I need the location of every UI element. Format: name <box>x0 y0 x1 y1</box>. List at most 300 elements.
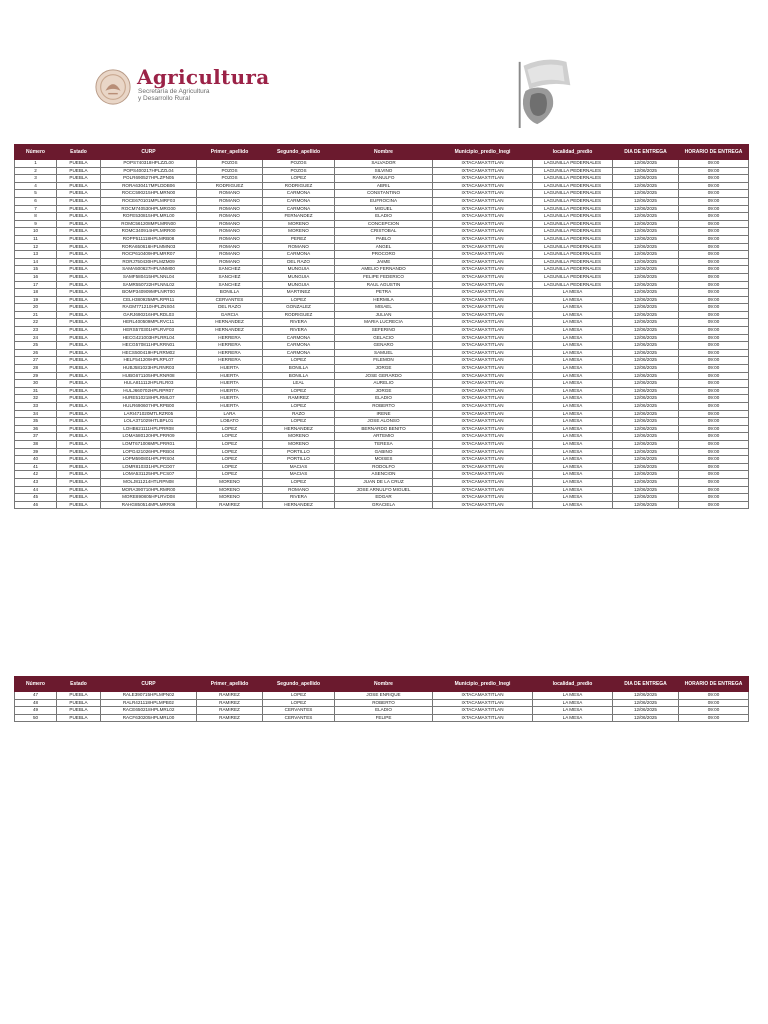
table-row <box>15 349 749 357</box>
cell-numero: 23 <box>15 327 57 335</box>
cell-segundo-apellido: LOPEZ <box>263 478 335 486</box>
cell-localidad: LA MESA <box>533 714 613 722</box>
cell-curp: RACE650218HPLMRL02 <box>101 707 197 715</box>
cell-municipio: IXTACAMAXTITLAN <box>433 410 533 418</box>
cell-horario-entrega: 09:00 <box>679 433 749 441</box>
cell-estado: PUEBLA <box>57 342 101 350</box>
cell-estado: PUEBLA <box>57 387 101 395</box>
cell-dia-entrega: 12/06/2025 <box>613 197 679 205</box>
cell-segundo-apellido: MUNGUIA <box>263 273 335 281</box>
cell-localidad: LA MESA <box>533 448 613 456</box>
cell-estado: PUEBLA <box>57 486 101 494</box>
cell-numero: 9 <box>15 220 57 228</box>
cell-curp: HERS570301HPLRVF03 <box>101 327 197 335</box>
cell-numero: 36 <box>15 425 57 433</box>
cell-curp: LOPG421026HPLPRB04 <box>101 448 197 456</box>
cell-segundo-apellido: LOPEZ <box>263 387 335 395</box>
cell-municipio: IXTACAMAXTITLAN <box>433 228 533 236</box>
cell-numero: 31 <box>15 387 57 395</box>
cell-municipio: IXTACAMAXTITLAN <box>433 281 533 289</box>
cell-curp: LARI471020MTLRZR05 <box>101 410 197 418</box>
cell-localidad: LA MESA <box>533 372 613 380</box>
table-row <box>15 365 749 373</box>
cell-municipio: IXTACAMAXTITLAN <box>433 372 533 380</box>
cell-primer-apellido: ROMANO <box>197 228 263 236</box>
cell-dia-entrega: 12/06/2025 <box>613 403 679 411</box>
cell-estado: PUEBLA <box>57 365 101 373</box>
cell-primer-apellido: LOBATO <box>197 418 263 426</box>
cell-nombre: AURELIO <box>335 380 433 388</box>
cell-horario-entrega: 09:00 <box>679 456 749 464</box>
cell-primer-apellido: ROMANO <box>197 220 263 228</box>
cell-segundo-apellido: RODRIGUEZ <box>263 311 335 319</box>
cell-primer-apellido: HUERTA <box>197 380 263 388</box>
cell-numero: 21 <box>15 311 57 319</box>
cell-horario-entrega: 09:00 <box>679 372 749 380</box>
cell-curp: POPS400217HPLZZL04 <box>101 167 197 175</box>
cell-dia-entrega: 12/06/2025 <box>613 418 679 426</box>
cell-nombre: PABLO <box>335 235 433 243</box>
cell-primer-apellido: SANCHEZ <box>197 281 263 289</box>
cell-localidad: LAGUNILLA PEDERNALES <box>533 175 613 183</box>
cell-numero: 42 <box>15 471 57 479</box>
cell-horario-entrega: 09:00 <box>679 471 749 479</box>
cell-municipio: IXTACAMAXTITLAN <box>433 486 533 494</box>
col-horario-entrega: HORARIO DE ENTREGA <box>679 145 749 160</box>
cell-nombre: ROBERTO <box>335 699 433 707</box>
cell-horario-entrega: 09:00 <box>679 387 749 395</box>
beneficiaries-table-page-2 <box>14 676 749 722</box>
cell-primer-apellido: HERRERA <box>197 342 263 350</box>
cell-municipio: IXTACAMAXTITLAN <box>433 213 533 221</box>
table-row <box>15 160 749 168</box>
cell-dia-entrega: 12/06/2025 <box>613 342 679 350</box>
cell-dia-entrega: 12/06/2025 <box>613 433 679 441</box>
cell-segundo-apellido: MUNGUIA <box>263 266 335 274</box>
cell-segundo-apellido: MORENO <box>263 220 335 228</box>
cell-curp: ROFE530815HPLMRL00 <box>101 213 197 221</box>
cell-localidad: LA MESA <box>533 319 613 327</box>
cell-nombre: EUFROCINA <box>335 197 433 205</box>
cell-estado: PUEBLA <box>57 190 101 198</box>
cell-nombre: SAMUEL <box>335 349 433 357</box>
cell-municipio: IXTACAMAXTITLAN <box>433 387 533 395</box>
cell-estado: PUEBLA <box>57 205 101 213</box>
cell-nombre: JAIME <box>335 258 433 266</box>
cell-segundo-apellido: HERNANDEZ <box>263 425 335 433</box>
cell-dia-entrega: 12/06/2025 <box>613 494 679 502</box>
cell-segundo-apellido: RIVERA <box>263 319 335 327</box>
cell-localidad: LA MESA <box>533 395 613 403</box>
cell-dia-entrega: 12/06/2025 <box>613 175 679 183</box>
cell-estado: PUEBLA <box>57 380 101 388</box>
cell-curp: RORA650616HPLMMN03 <box>101 243 197 251</box>
cell-curp: RAHG850514MPLMRR06 <box>101 501 197 509</box>
table-row <box>15 182 749 190</box>
document-header <box>0 0 768 140</box>
cell-primer-apellido: ROMANO <box>197 258 263 266</box>
cell-estado: PUEBLA <box>57 296 101 304</box>
cell-numero: 3 <box>15 175 57 183</box>
cell-horario-entrega: 09:00 <box>679 251 749 259</box>
cell-municipio: IXTACAMAXTITLAN <box>433 304 533 312</box>
cell-localidad: LA MESA <box>533 403 613 411</box>
cell-segundo-apellido: LOPEZ <box>263 418 335 426</box>
cell-localidad: LA MESA <box>533 410 613 418</box>
cell-horario-entrega: 09:00 <box>679 281 749 289</box>
cell-localidad: LA MESA <box>533 471 613 479</box>
cell-segundo-apellido: LOPEZ <box>263 699 335 707</box>
cell-primer-apellido: RAMIREZ <box>197 692 263 700</box>
table-row <box>15 707 749 715</box>
cell-estado: PUEBLA <box>57 220 101 228</box>
cell-numero: 10 <box>15 228 57 236</box>
cell-localidad: LAGUNILLA PEDERNALES <box>533 197 613 205</box>
cell-curp: LOHB621111HPLPRR08 <box>101 425 197 433</box>
cell-primer-apellido: LOPEZ <box>197 425 263 433</box>
cell-localidad: LA MESA <box>533 349 613 357</box>
cell-curp: RORJ750430HPLMZM09 <box>101 258 197 266</box>
cell-estado: PUEBLA <box>57 692 101 700</box>
cell-primer-apellido: CERVANTES <box>197 296 263 304</box>
beneficiaries-table-page-1 <box>14 144 749 509</box>
table-row <box>15 714 749 722</box>
cell-municipio: IXTACAMAXTITLAN <box>433 403 533 411</box>
cell-dia-entrega: 12/06/2025 <box>613 478 679 486</box>
cell-localidad: LA MESA <box>533 334 613 342</box>
cell-nombre: MOISES <box>335 456 433 464</box>
cell-horario-entrega: 09:00 <box>679 197 749 205</box>
col-numero: Número <box>15 677 57 692</box>
cell-dia-entrega: 12/06/2025 <box>613 692 679 700</box>
cell-nombre: RAUL AGUSTIN <box>335 281 433 289</box>
cell-horario-entrega: 09:00 <box>679 258 749 266</box>
cell-curp: HECG421003HPLRRL04 <box>101 334 197 342</box>
cell-numero: 34 <box>15 410 57 418</box>
table-row <box>15 342 749 350</box>
cell-nombre: TERESA <box>335 440 433 448</box>
cell-horario-entrega: 09:00 <box>679 714 749 722</box>
cell-horario-entrega: 09:00 <box>679 319 749 327</box>
cell-horario-entrega: 09:00 <box>679 220 749 228</box>
cell-estado: PUEBLA <box>57 403 101 411</box>
cell-horario-entrega: 09:00 <box>679 699 749 707</box>
table-row <box>15 273 749 281</box>
cell-dia-entrega: 12/06/2025 <box>613 190 679 198</box>
cell-estado: PUEBLA <box>57 440 101 448</box>
cell-horario-entrega: 09:00 <box>679 342 749 350</box>
table-row <box>15 486 749 494</box>
cell-curp: POPS740318HPLZZL00 <box>101 160 197 168</box>
table-row <box>15 167 749 175</box>
cell-horario-entrega: 09:00 <box>679 311 749 319</box>
cell-horario-entrega: 09:00 <box>679 182 749 190</box>
table-row <box>15 395 749 403</box>
cell-dia-entrega: 12/06/2025 <box>613 243 679 251</box>
cell-dia-entrega: 12/06/2025 <box>613 699 679 707</box>
cell-curp: LOLA371029HTLBPL01 <box>101 418 197 426</box>
table-row <box>15 190 749 198</box>
cell-segundo-apellido: POZOS <box>263 167 335 175</box>
cell-numero: 25 <box>15 342 57 350</box>
cell-numero: 39 <box>15 448 57 456</box>
cell-segundo-apellido: ROMANO <box>263 486 335 494</box>
cell-primer-apellido: ROMANO <box>197 235 263 243</box>
cell-curp: LOMA580120HPLPRR09 <box>101 433 197 441</box>
cell-municipio: IXTACAMAXTITLAN <box>433 167 533 175</box>
table-row <box>15 175 749 183</box>
cell-segundo-apellido: MACIAS <box>263 463 335 471</box>
cell-localidad: LA MESA <box>533 699 613 707</box>
cell-numero: 19 <box>15 296 57 304</box>
cell-estado: PUEBLA <box>57 213 101 221</box>
cell-municipio: IXTACAMAXTITLAN <box>433 220 533 228</box>
cell-dia-entrega: 12/06/2025 <box>613 395 679 403</box>
cell-nombre: ARTEMIO <box>335 433 433 441</box>
cell-numero: 47 <box>15 692 57 700</box>
cell-horario-entrega: 09:00 <box>679 266 749 274</box>
table-row <box>15 425 749 433</box>
table-row <box>15 387 749 395</box>
cell-municipio: IXTACAMAXTITLAN <box>433 190 533 198</box>
cell-municipio: IXTACAMAXTITLAN <box>433 699 533 707</box>
cell-dia-entrega: 12/06/2025 <box>613 380 679 388</box>
cell-horario-entrega: 09:00 <box>679 494 749 502</box>
cell-estado: PUEBLA <box>57 357 101 365</box>
cell-segundo-apellido: RAMIREZ <box>263 395 335 403</box>
table-row <box>15 243 749 251</box>
cell-localidad: LA MESA <box>533 692 613 700</box>
cell-primer-apellido: POZOS <box>197 175 263 183</box>
cell-curp: CELH380925MPLRPR11 <box>101 296 197 304</box>
cell-segundo-apellido: FERNANDEZ <box>263 213 335 221</box>
cell-numero: 27 <box>15 357 57 365</box>
cell-curp: SAMF580415HPLNNL04 <box>101 273 197 281</box>
cell-municipio: IXTACAMAXTITLAN <box>433 319 533 327</box>
cell-localidad: LAGUNILLA PEDERNALES <box>533 243 613 251</box>
cell-curp: ROMC561208MPLMRN00 <box>101 220 197 228</box>
cell-curp: HELF541209HPLRPL07 <box>101 357 197 365</box>
cell-municipio: IXTACAMAXTITLAN <box>433 175 533 183</box>
col-municipio: Municipio_predio_Inegi <box>433 145 533 160</box>
table-row <box>15 304 749 312</box>
cell-estado: PUEBLA <box>57 349 101 357</box>
cell-primer-apellido: MORENO <box>197 478 263 486</box>
cell-segundo-apellido: CERVANTES <box>263 707 335 715</box>
cell-estado: PUEBLA <box>57 714 101 722</box>
cell-numero: 41 <box>15 463 57 471</box>
cell-horario-entrega: 09:00 <box>679 327 749 335</box>
cell-dia-entrega: 12/06/2025 <box>613 471 679 479</box>
cell-dia-entrega: 12/06/2025 <box>613 205 679 213</box>
cell-nombre: ANGEL <box>335 243 433 251</box>
cell-segundo-apellido: MORENO <box>263 440 335 448</box>
cell-nombre: JOSE GERARDO <box>335 372 433 380</box>
cell-estado: PUEBLA <box>57 235 101 243</box>
cell-segundo-apellido: MACIAS <box>263 471 335 479</box>
cell-primer-apellido: BONILLA <box>197 289 263 297</box>
cell-segundo-apellido: MARTINEZ <box>263 289 335 297</box>
cell-numero: 4 <box>15 182 57 190</box>
col-estado: Estado <box>57 145 101 160</box>
cell-numero: 16 <box>15 273 57 281</box>
cell-nombre: JOSE ALONSO <box>335 418 433 426</box>
cell-horario-entrega: 09:00 <box>679 243 749 251</box>
cell-dia-entrega: 12/06/2025 <box>613 387 679 395</box>
table-row <box>15 478 749 486</box>
table-row <box>15 357 749 365</box>
table-row <box>15 281 749 289</box>
cell-primer-apellido: LARA <box>197 410 263 418</box>
cell-horario-entrega: 09:00 <box>679 440 749 448</box>
cell-primer-apellido: RAMIREZ <box>197 699 263 707</box>
cell-localidad: LAGUNILLA PEDERNALES <box>533 273 613 281</box>
cell-nombre: JUAN DE LA CRUZ <box>335 478 433 486</box>
cell-horario-entrega: 09:00 <box>679 289 749 297</box>
cell-curp: LOPM590801HPLPRS04 <box>101 456 197 464</box>
cell-estado: PUEBLA <box>57 319 101 327</box>
cell-numero: 12 <box>15 243 57 251</box>
cell-numero: 5 <box>15 190 57 198</box>
cell-estado: PUEBLA <box>57 433 101 441</box>
cell-municipio: IXTACAMAXTITLAN <box>433 334 533 342</box>
col-segundo-apellido: Segundo_apellido <box>263 145 335 160</box>
cell-estado: PUEBLA <box>57 395 101 403</box>
cell-estado: PUEBLA <box>57 251 101 259</box>
col-segundo-apellido: Segundo_apellido <box>263 677 335 692</box>
cell-nombre: ELADIO <box>335 213 433 221</box>
cell-horario-entrega: 09:00 <box>679 205 749 213</box>
cell-numero: 48 <box>15 699 57 707</box>
col-primer-apellido: Primer_apellido <box>197 145 263 160</box>
cell-municipio: IXTACAMAXTITLAN <box>433 182 533 190</box>
cell-localidad: LA MESA <box>533 494 613 502</box>
cell-curp: HURE510218HPLRML07 <box>101 395 197 403</box>
cell-municipio: IXTACAMAXTITLAN <box>433 342 533 350</box>
cell-curp: LOMA531125HPLPCS07 <box>101 471 197 479</box>
cell-horario-entrega: 09:00 <box>679 501 749 509</box>
cell-nombre: BERNARDO BENITO <box>335 425 433 433</box>
cell-dia-entrega: 12/06/2025 <box>613 707 679 715</box>
cell-localidad: LA MESA <box>533 440 613 448</box>
cell-municipio: IXTACAMAXTITLAN <box>433 471 533 479</box>
cell-numero: 44 <box>15 486 57 494</box>
cell-primer-apellido: LOPEZ <box>197 456 263 464</box>
cell-numero: 7 <box>15 205 57 213</box>
cell-nombre: GELACIO <box>335 334 433 342</box>
table-row <box>15 251 749 259</box>
cell-municipio: IXTACAMAXTITLAN <box>433 478 533 486</box>
cell-curp: RORA630417MPLDDB06 <box>101 182 197 190</box>
cell-primer-apellido: HERNANDEZ <box>197 319 263 327</box>
cell-horario-entrega: 09:00 <box>679 304 749 312</box>
cell-segundo-apellido: RIVERA <box>263 327 335 335</box>
cell-horario-entrega: 09:00 <box>679 175 749 183</box>
cell-estado: PUEBLA <box>57 418 101 426</box>
cell-municipio: IXTACAMAXTITLAN <box>433 418 533 426</box>
cell-nombre: FELIPE <box>335 714 433 722</box>
agriculture-seal-icon <box>94 68 132 106</box>
table-row <box>15 471 749 479</box>
cell-localidad: LAGUNILLA PEDERNALES <box>533 220 613 228</box>
cell-segundo-apellido: GONZALEZ <box>263 304 335 312</box>
cell-dia-entrega: 12/06/2025 <box>613 440 679 448</box>
cell-horario-entrega: 09:00 <box>679 334 749 342</box>
col-municipio: Municipio_predio_Inegi <box>433 677 533 692</box>
cell-municipio: IXTACAMAXTITLAN <box>433 365 533 373</box>
cell-estado: PUEBLA <box>57 304 101 312</box>
cell-primer-apellido: ROMANO <box>197 205 263 213</box>
cell-municipio: IXTACAMAXTITLAN <box>433 501 533 509</box>
table-row <box>15 205 749 213</box>
cell-localidad: LAGUNILLA PEDERNALES <box>533 182 613 190</box>
cell-localidad: LAGUNILLA PEDERNALES <box>533 167 613 175</box>
cell-municipio: IXTACAMAXTITLAN <box>433 707 533 715</box>
cell-horario-entrega: 09:00 <box>679 418 749 426</box>
cell-segundo-apellido: LOPEZ <box>263 296 335 304</box>
cell-municipio: IXTACAMAXTITLAN <box>433 160 533 168</box>
cell-primer-apellido: ROMANO <box>197 213 263 221</box>
cell-curp: RALR421118HPLMPB02 <box>101 699 197 707</box>
cell-curp: ROCC590215HPLMRN00 <box>101 190 197 198</box>
cell-localidad: LA MESA <box>533 501 613 509</box>
cell-segundo-apellido: HERNANDEZ <box>263 501 335 509</box>
cell-nombre: GABINO <box>335 448 433 456</box>
cell-localidad: LAGUNILLA PEDERNALES <box>533 281 613 289</box>
cell-nombre: IRENE <box>335 410 433 418</box>
cell-primer-apellido: HUERTA <box>197 372 263 380</box>
cell-municipio: IXTACAMAXTITLAN <box>433 380 533 388</box>
cell-municipio: IXTACAMAXTITLAN <box>433 433 533 441</box>
table-row <box>15 494 749 502</box>
cell-dia-entrega: 12/06/2025 <box>613 160 679 168</box>
cell-localidad: LAGUNILLA PEDERNALES <box>533 160 613 168</box>
cell-horario-entrega: 09:00 <box>679 160 749 168</box>
cell-numero: 11 <box>15 235 57 243</box>
cell-localidad: LA MESA <box>533 327 613 335</box>
table-header-row <box>15 677 749 692</box>
cell-horario-entrega: 09:00 <box>679 707 749 715</box>
cell-horario-entrega: 09:00 <box>679 692 749 700</box>
cell-horario-entrega: 09:00 <box>679 403 749 411</box>
cell-localidad: LA MESA <box>533 357 613 365</box>
cell-nombre: JOSE ENRIQUE <box>335 692 433 700</box>
cell-localidad: LA MESA <box>533 289 613 297</box>
cell-estado: PUEBLA <box>57 456 101 464</box>
cell-numero: 49 <box>15 707 57 715</box>
cell-curp: RALE390715HPLMPN02 <box>101 692 197 700</box>
cell-estado: PUEBLA <box>57 289 101 297</box>
cell-nombre: ASENCION <box>335 471 433 479</box>
cell-segundo-apellido: LOPEZ <box>263 692 335 700</box>
cell-primer-apellido: POZOS <box>197 160 263 168</box>
table-row <box>15 403 749 411</box>
col-localidad: localidad_predio <box>533 677 613 692</box>
cell-numero: 14 <box>15 258 57 266</box>
cell-segundo-apellido: MORENO <box>263 433 335 441</box>
cell-segundo-apellido: LOPEZ <box>263 175 335 183</box>
cell-primer-apellido: RODRIGUEZ <box>197 182 263 190</box>
cell-municipio: IXTACAMAXTITLAN <box>433 266 533 274</box>
cell-numero: 46 <box>15 501 57 509</box>
cell-primer-apellido: SANCHEZ <box>197 266 263 274</box>
cell-curp: RAGM771210HPLZNS04 <box>101 304 197 312</box>
cell-segundo-apellido: CARMONA <box>263 349 335 357</box>
cell-segundo-apellido: CARMONA <box>263 205 335 213</box>
cell-numero: 37 <box>15 433 57 441</box>
cell-localidad: LA MESA <box>533 486 613 494</box>
cell-curp: SAMA500627HPLNNM00 <box>101 266 197 274</box>
